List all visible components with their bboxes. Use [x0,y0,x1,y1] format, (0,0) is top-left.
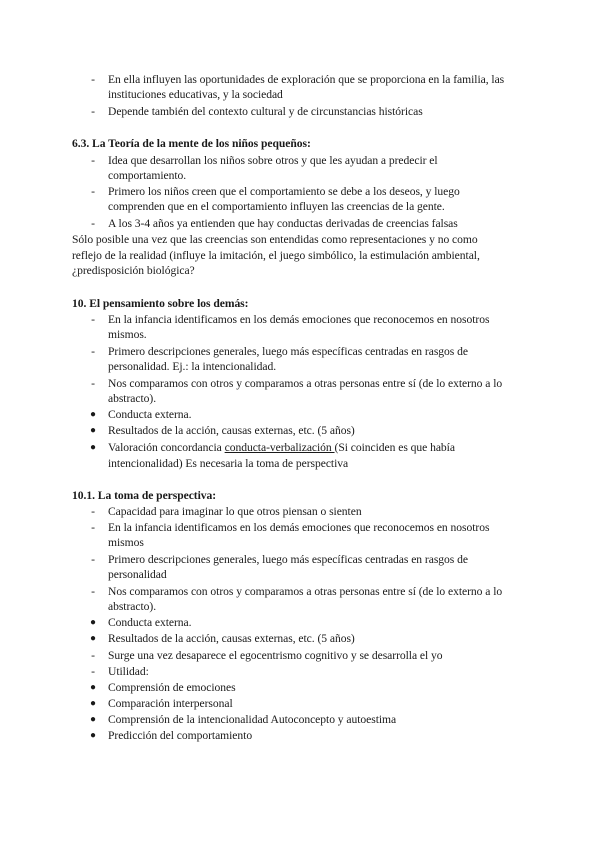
list-item-text: instituciones educativas, y la sociedad [108,88,283,101]
list-item-text: Primero descripciones generales, luego más específicas centradas en rasgos de [108,553,468,566]
dash-bullet: - [91,585,95,598]
list-item-text: Comparación interpersonal [108,697,233,710]
dot-bullet: ● [89,442,97,453]
text-run: Valoración concordancia [108,441,225,454]
list-item-text: Resultados de la acción, causas externas, etc. (5 años) [108,632,355,645]
dash-bullet: - [91,105,95,118]
list-item-text: Predicción del comportamiento [108,729,253,742]
list-item-text: Resultados de la acción, causas externas, etc. (5 años) [108,424,355,437]
dash-bullet: - [91,505,95,518]
list-item-text: abstracto). [108,600,157,613]
dot-bullet: ● [89,425,97,436]
list-item-text: Idea que desarrollan los niños sobre otros y que les ayudan a predecir el [108,154,438,167]
dash-bullet: - [91,665,95,678]
text-run: (Si coinciden es que había [334,441,455,454]
paragraph-line: Sólo posible una vez que las creencias son entendidas como representaciones y no como [72,233,478,246]
list-item-text: comprenden que en el comportamiento influyen las creencias de la gente. [108,200,445,213]
list-item-text: Comprensión de emociones [108,681,236,694]
list-item-text: abstracto). [108,392,157,405]
dash-bullet: - [91,73,95,86]
dash-bullet: - [91,649,95,662]
list-item-text: Capacidad para imaginar lo que otros piensan o sienten [108,505,362,518]
list-item-text: Depende también del contexto cultural y de circunstancias históricas [108,105,423,118]
section-heading: 6.3. La Teoría de la mente de los niños pequeños: [72,137,311,150]
dash-bullet: - [91,521,95,534]
list-item-text: Comprensión de la intencionalidad Autoconcepto y autoestima [108,713,397,726]
list-item-text: comportamiento. [108,169,187,182]
dash-bullet: - [91,345,95,358]
dot-bullet: ● [89,682,97,693]
list-item-text: personalidad [108,568,167,581]
underlined-text: conducta-verbalización [224,441,335,454]
dot-bullet: ● [89,714,97,725]
list-item-text: Conducta externa. [108,616,192,629]
list-item-text: En la infancia identificamos en los demás emociones que reconocemos en nosotros [108,313,490,326]
list-item-text: En la infancia identificamos en los demás emociones que reconocemos en nosotros [108,521,490,534]
list-item-text [108,440,455,455]
list-item-text: mismos [108,536,144,549]
dash-bullet: - [91,217,95,230]
list-item-text: Nos comparamos con otros y comparamos a otras personas entre sí (de lo externo a lo [108,377,503,390]
list-item-text: Conducta externa. [108,408,192,421]
section-heading: 10.1. La toma de perspectiva: [72,489,217,502]
list-item-text: Surge una vez desaparece el egocentrismo cognitivo y se desarrolla el yo [108,649,443,662]
list-item-text: En ella influyen las oportunidades de exploración que se proporciona en la familia, las [108,73,505,86]
dash-bullet: - [91,313,95,326]
dot-bullet: ● [89,409,97,420]
dash-bullet: - [91,553,95,566]
dot-bullet: ● [89,633,97,644]
list-item-text: Utilidad: [108,665,149,678]
dash-bullet: - [91,154,95,167]
list-item-text: mismos. [108,328,147,341]
list-item-text: intencionalidad) Es necesaria la toma de perspectiva [108,457,349,470]
dot-bullet: ● [89,698,97,709]
paragraph-line: ¿predisposición biológica? [72,264,195,277]
dot-bullet: ● [89,730,97,741]
list-item-text: A los 3-4 años ya entienden que hay conductas derivadas de creencias falsas [108,217,458,230]
dash-bullet: - [91,185,95,198]
dot-bullet: ● [89,617,97,628]
list-item-text: Primero descripciones generales, luego más específicas centradas en rasgos de [108,345,468,358]
section-heading: 10. El pensamiento sobre los demás: [72,297,249,310]
dash-bullet: - [91,377,95,390]
paragraph-line: reflejo de la realidad (influye la imitación, el juego simbólico, la estimulación ambiental, [72,249,480,262]
list-item-text: personalidad. Ej.: la intencionalidad. [108,360,277,373]
list-item-text: Primero los niños creen que el comportamiento se debe a los deseos, y luego [108,185,460,198]
list-item-text: Nos comparamos con otros y comparamos a otras personas entre sí (de lo externo a lo [108,585,503,598]
